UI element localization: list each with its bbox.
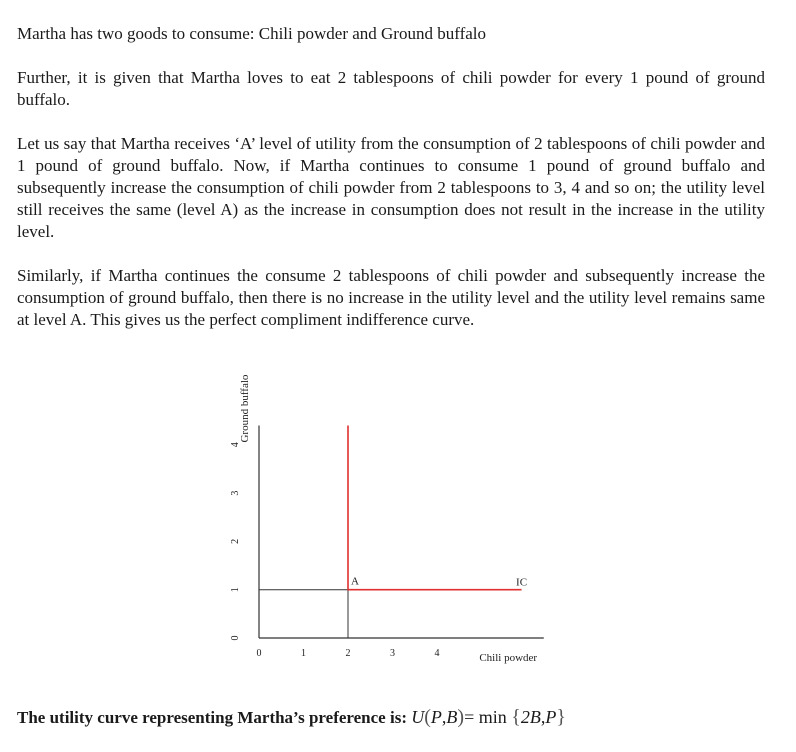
x-tick-label: 4 bbox=[434, 648, 440, 659]
point-a-label: A bbox=[351, 575, 359, 588]
formula-open-brace: { bbox=[511, 706, 521, 728]
y-tick-label: 4 bbox=[230, 442, 241, 448]
x-tick-label: 3 bbox=[390, 648, 395, 659]
y-tick-label: 1 bbox=[230, 587, 241, 593]
y-axis-label: Ground buffalo bbox=[239, 374, 251, 443]
intro-paragraph: Martha has two goods to consume: Chili powder and Ground buffalo bbox=[17, 24, 487, 43]
utility-statement-lead: The utility curve representing Martha’s preference is: bbox=[17, 708, 407, 727]
x-tick-label: 0 bbox=[256, 648, 262, 659]
formula-var-p: P bbox=[430, 707, 442, 727]
indifference-curve-chart bbox=[220, 355, 560, 680]
preference-paragraph: Further, it is given that Martha loves to eat 2 tablespoons of chili powder for every 1 pound of ground buffalo. bbox=[17, 68, 765, 109]
formula-term-2b: 2B bbox=[520, 707, 541, 727]
utility-formula: U(P,B)= min {2B,P} bbox=[411, 706, 566, 728]
y-tick-label: 0 bbox=[230, 635, 241, 641]
indifference-curve-paragraph: Similarly, if Martha continues the consume 2 tablespoons of chili powder and subsequently increase the consumption of ground buffalo, then there is no increase in the utility level and the utility level remains same at level A. This gives us the perfect compliment indifference curve. bbox=[17, 266, 765, 329]
utility-level-paragraph: Let us say that Martha receives ‘A’ level of utility from the consumption of 2 tablespoons of chili powder and 1 pound of ground buffalo. Now, if Martha continues to consume 1 pound of ground buffalo and subsequently increase the consumption of chili powder from 2 tablespoons to 3, 4 and so on; the utility level still receives the same (level A) as the increase in consumption does not result in the increase in the utility level. bbox=[17, 134, 765, 241]
formula-open-paren: ( bbox=[424, 706, 431, 728]
formula-min: min bbox=[478, 707, 507, 727]
formula-term-p: P bbox=[545, 707, 557, 727]
formula-close-brace: } bbox=[556, 706, 566, 728]
y-tick-label: 3 bbox=[230, 490, 241, 496]
ic-label: IC bbox=[516, 576, 528, 589]
formula-function: U bbox=[411, 707, 425, 727]
x-tick-label: 1 bbox=[301, 648, 306, 659]
utility-function-statement bbox=[17, 706, 566, 729]
formula-equals: = bbox=[464, 707, 475, 727]
y-tick-label: 2 bbox=[230, 538, 241, 544]
x-tick-label: 2 bbox=[345, 648, 351, 659]
formula-close-paren: ) bbox=[457, 706, 465, 728]
formula-var-b: B bbox=[446, 707, 458, 727]
ic-curve bbox=[348, 425, 522, 589]
x-axis-label: Chili powder bbox=[479, 652, 538, 664]
